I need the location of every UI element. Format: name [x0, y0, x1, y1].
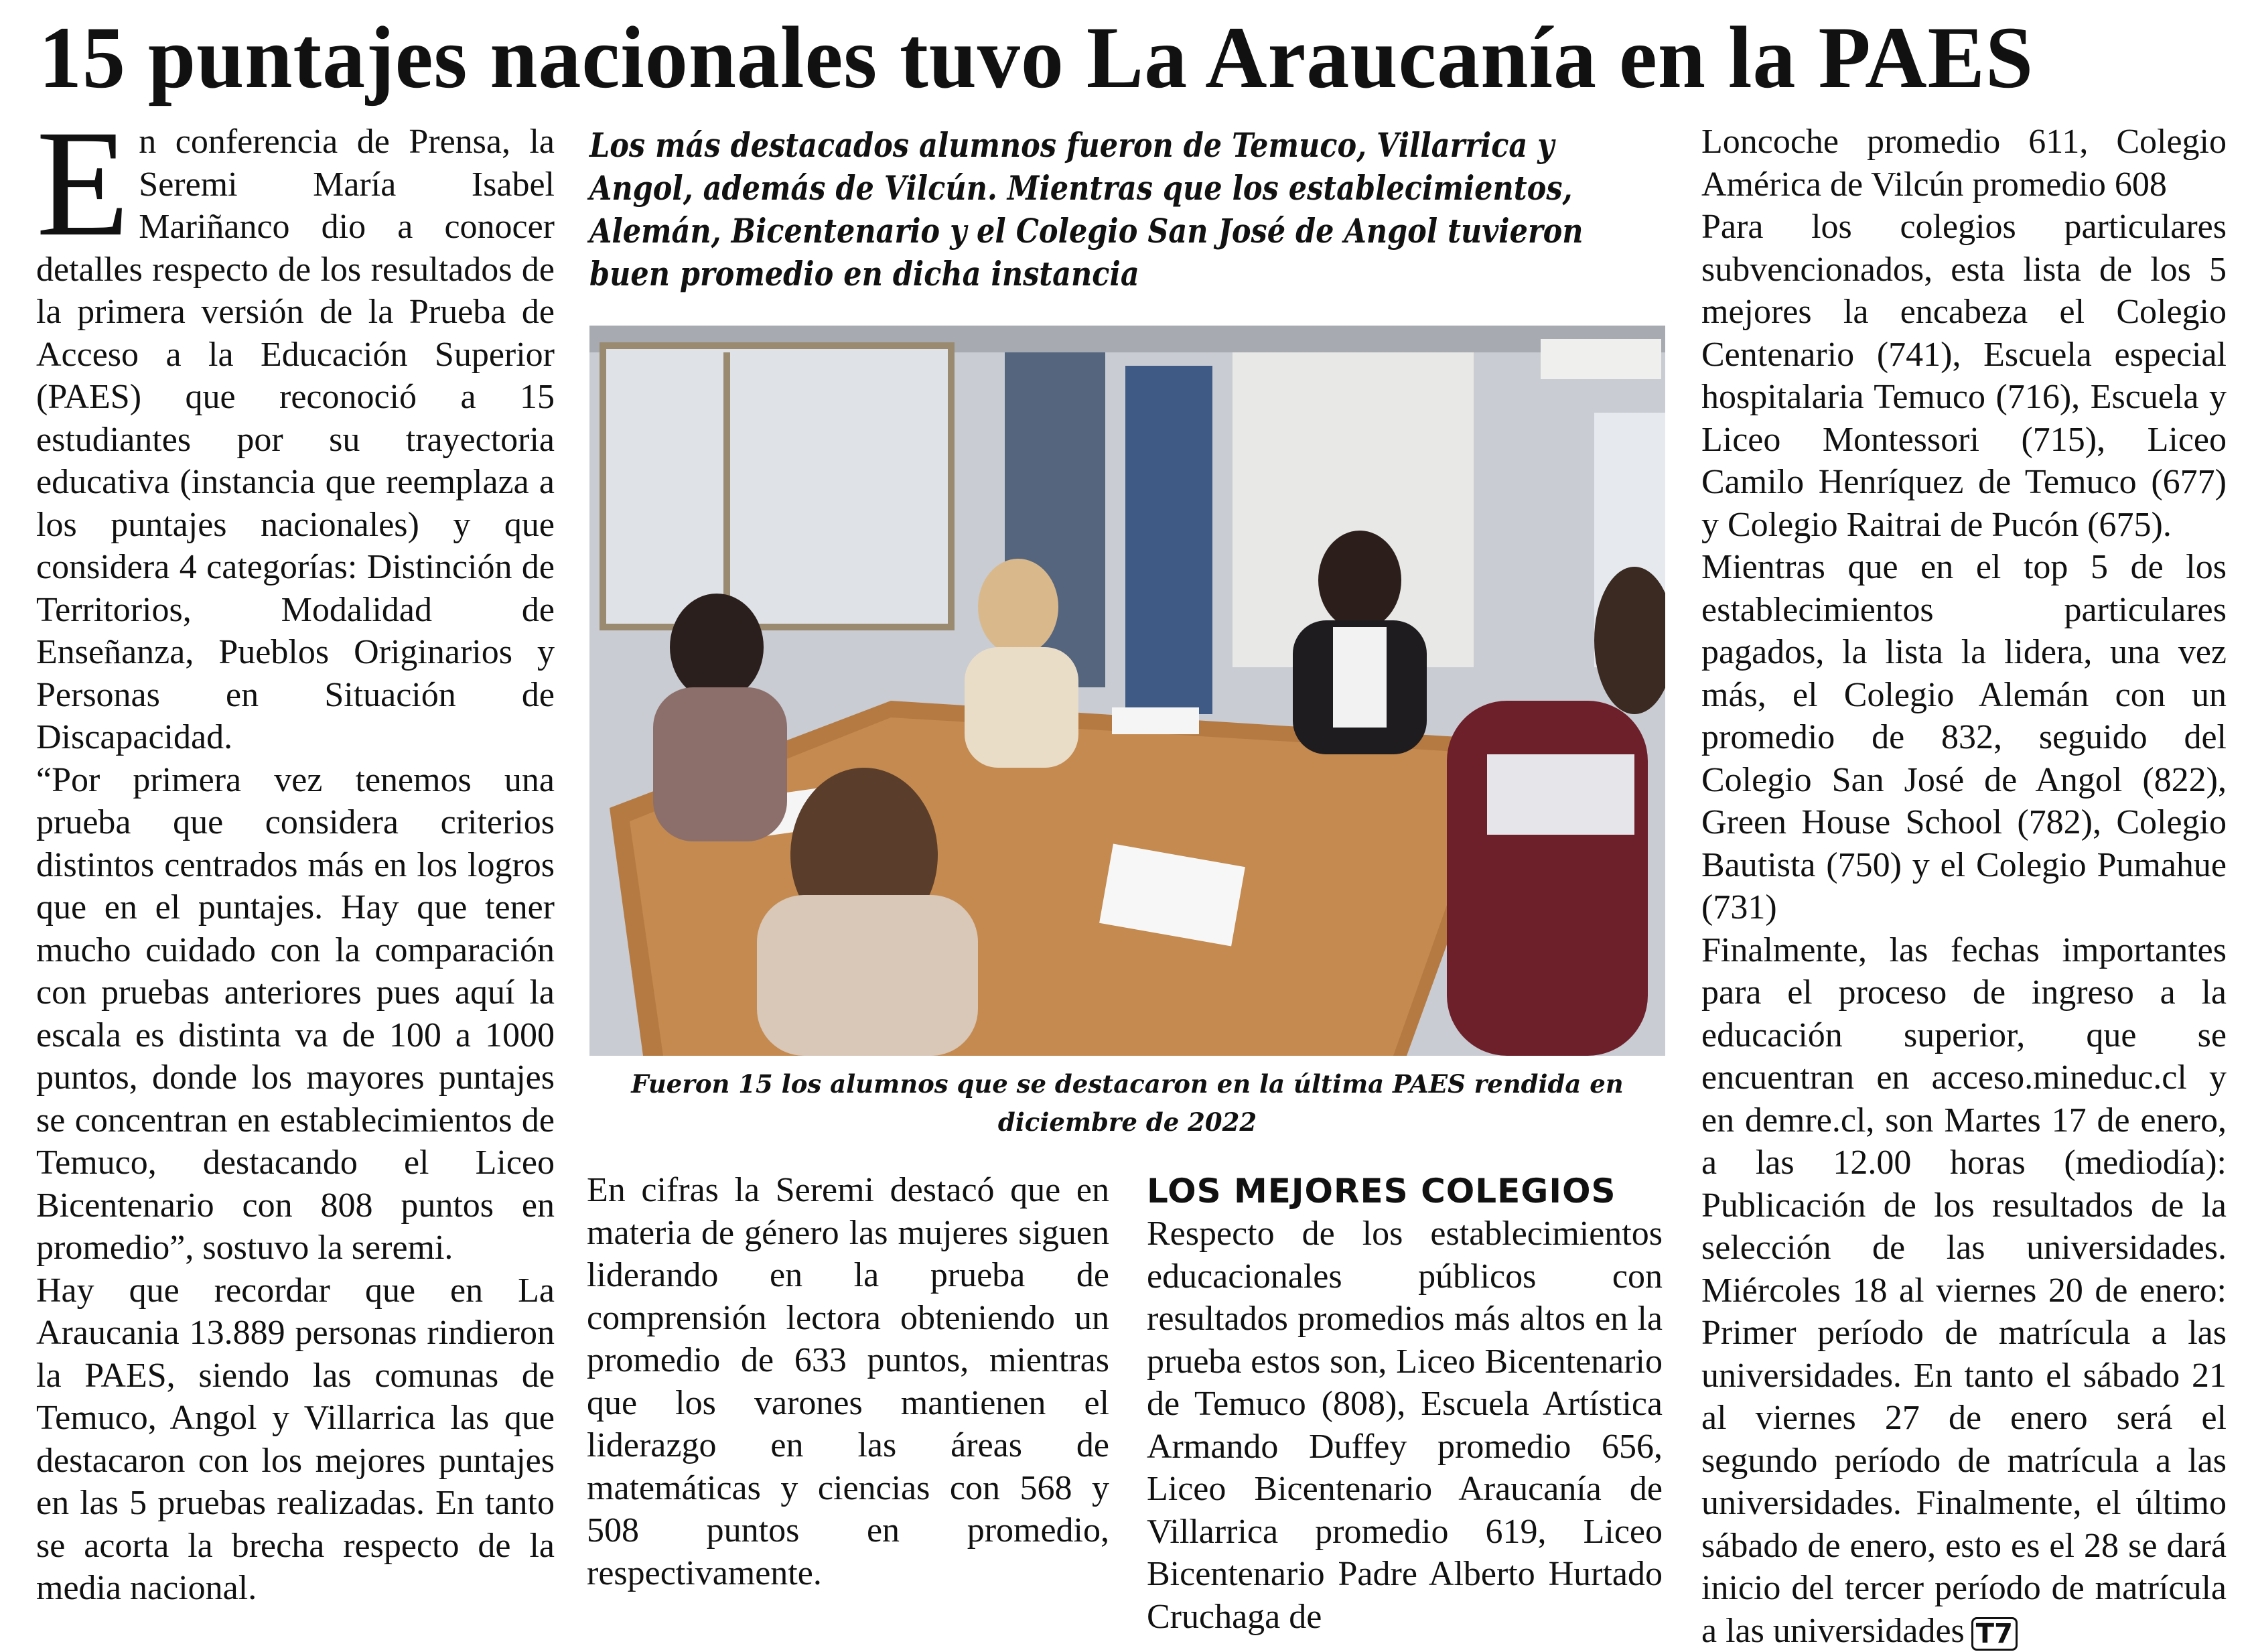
gender-results-paragraph: En cifras la Seremi destacó que en materia de género las mujeres siguen liderando en la prueba de comprensión lectora obteniendo un promedio de 633 puntos, mientras que los varones mantienen el liderazgo en las áreas de matemáticas y ciencias con 568 y 508 puntos en promedio, respectivamente.: [587, 1169, 1109, 1594]
dates-paragraph: [1701, 929, 2227, 1652]
subsidized-schools-paragraph: Para los colegios particulares subvencionados, esta lista de los 5 mejores la encabeza el Colegio Centenario (741), Escuela especial hospitalaria Temuco (716), Escuela y Liceo Montessori (715), Liceo Camilo Henríquez de Temuco (677) y Colegio Raitrai de Pucón (675).: [1701, 206, 2227, 546]
meeting-photo-illustration: [589, 326, 1665, 1056]
publication-end-logo: T7: [1971, 1617, 2018, 1651]
public-schools-paragraph: Respecto de los establecimientos educacionales públicos con resultados promedios más altos en la prueba estos son, Liceo Bicentenario de Temuco (808), Escuela Artística Armando Duffey promedio 656, Liceo Bicentenario Araucanía de Villarrica promedio 619, Liceo Bicentenario Padre Alberto Hurtado Cruchaga de: [1147, 1213, 1663, 1638]
article-headline: 15 puntajes nacionales tuvo La Araucanía en la PAES: [39, 4, 2157, 111]
article-column-1: [36, 121, 555, 1610]
article-column-3: [587, 1169, 1109, 1594]
article-deck: Los más destacados alumnos fueron de Temuco, Villarrica y Angol, además de Vilcún. Mientras que los establecimientos, Alemán, Bicentenario y el Colegio San José de Angol tuvieron buen promedio en dicha instancia: [589, 124, 1661, 295]
private-schools-paragraph: Mientras que en el top 5 de los establecimientos particulares pagados, la lista la lidera, una vez más, el Colegio Alemán con un promedio de 832, seguido del Colegio San José de Angol (822), Green House School (782), Colegio Bautista (750) y el Colegio Pumahue (731): [1701, 546, 2227, 929]
article-column-5: [1701, 121, 2227, 1652]
lead-paragraph: [36, 121, 555, 759]
body-paragraph: Hay que recordar que en La Araucania 13.889 personas rindieron la PAES, siendo las comunas de Temuco, Angol y Villarrica las que destacaron con los mejores puntajes en las 5 pruebas realizadas. En tanto se acorta la brecha respecto de la media nacional.: [36, 1269, 555, 1610]
quote-paragraph: “Por primera vez tenemos una prueba que considera criterios distintos centrados más en los logros que en el puntajes. Hay que tener mucho cuidado con la comparación con pruebas anteriores pues aquí la escala es distinta va de 100 a 1000 puntos, donde los mayores puntajes se concentran en establecimientos de Temuco, destacando el Liceo Bicentenario con 808 puntos en promedio”, sostuvo la seremi.: [36, 759, 555, 1269]
meeting-photo: [589, 326, 1665, 1056]
public-schools-continued: Loncoche promedio 611, Colegio América de Vilcún promedio 608: [1701, 121, 2227, 206]
lead-paragraph-text: n conferencia de Prensa, la Seremi María Isabel Mariñanco dio a conocer detalles respecto de los resultados de la primera versión de la Prueba de Acceso a la Educación Superior (PAES) que reconoció a 15 estudiantes por su trayectoria educativa (instancia que reemplaza a los puntajes nacionales) y que considera 4 categorías: Distinción de Territorios, Modalidad de Enseñanza, Pueblos Originarios y Personas en Situación de Discapacidad.: [36, 123, 555, 756]
article-column-4: [1147, 1213, 1663, 1638]
photo-caption: Fueron 15 los alumnos que se destacaron en la última PAES rendida en diciembre de 2022: [589, 1065, 1665, 1142]
drop-cap: E: [36, 125, 129, 243]
dates-paragraph-text: Finalmente, las fechas importantes para el proceso de ingreso a la educación superior, que se encuentran en acceso.mineduc.cl y en demre.cl, son Martes 17 de enero, a las 12.00 horas (mediodía): Publicación de los resultados de la selección de las universidades. Miércoles 18 al viernes 20 de enero: Primer período de matrícula a las universidades. En tanto el sábado 21 al viernes 27 de enero será el segundo período de matrícula a las universidades. Finalmente, el último sábado de enero, esto es el 28 se dará inicio del tercer período de matrícula a las universidades: [1701, 931, 2227, 1650]
section-subhead: LOS MEJORES COLEGIOS: [1147, 1170, 1663, 1213]
